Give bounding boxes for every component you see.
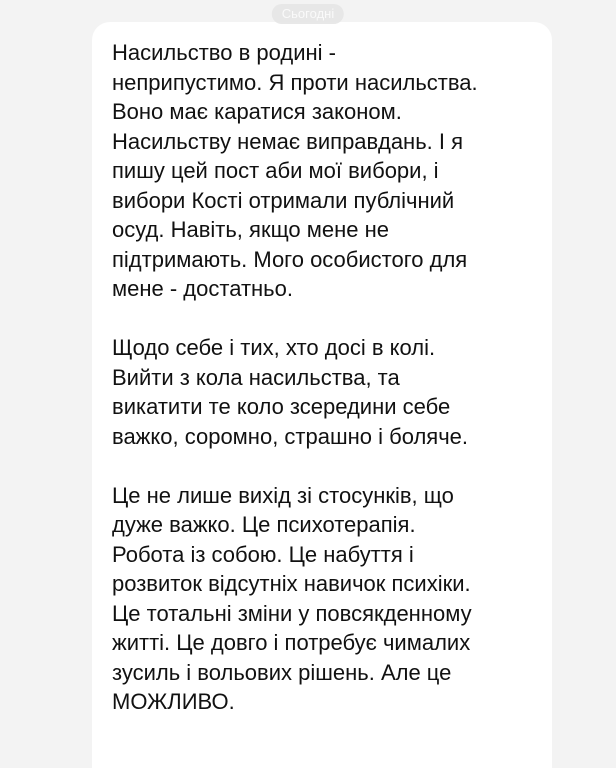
message-line: мене - достатньо. <box>112 276 293 301</box>
message-line: викатити те коло зсередини себе <box>112 394 451 419</box>
message-line: Робота із собою. Це набуття і <box>112 541 414 567</box>
message-line: Воно має каратися законом. <box>112 99 402 124</box>
message-line: підтримають. Мого особистого для <box>112 246 468 272</box>
message-text <box>112 38 532 746</box>
message-line: зусиль і вольових рішень. Але це <box>112 659 452 685</box>
message-line: неприпустимо. Я проти насильства. <box>112 69 478 95</box>
message-line: дуже важко. Це психотерапія. <box>112 512 416 537</box>
message-line: Насильство в родині - <box>112 40 336 65</box>
message-line: Вийти з кола насильства, та <box>112 364 400 390</box>
message-line: житті. Це довго і потребує чималих <box>112 630 471 655</box>
message-line: Це тотальні зміни у повсякденному <box>112 600 472 626</box>
message-paragraph <box>112 481 532 717</box>
message-paragraph <box>112 333 532 451</box>
message-line: важко, соромно, страшно і боляче. <box>112 423 469 449</box>
message-line: розвиток відсутніх навичок психіки. <box>112 571 471 596</box>
message-line: вибори Кості отримали публічний <box>112 187 455 213</box>
date-separator: Сьогодні <box>272 4 344 24</box>
message-line: осуд. Навіть, якщо мене не <box>112 217 390 242</box>
message-line: МОЖЛИВО. <box>112 689 235 714</box>
message-line: Щодо себе і тих, хто досі в колі. <box>112 335 436 360</box>
message-line: Насильству немає виправдань. І я <box>112 128 464 154</box>
message-line: пишу цей пост аби мої вибори, і <box>112 158 439 183</box>
message-line: Це не лише вихід зі стосунків, що <box>112 482 454 508</box>
message-paragraph <box>112 38 532 304</box>
